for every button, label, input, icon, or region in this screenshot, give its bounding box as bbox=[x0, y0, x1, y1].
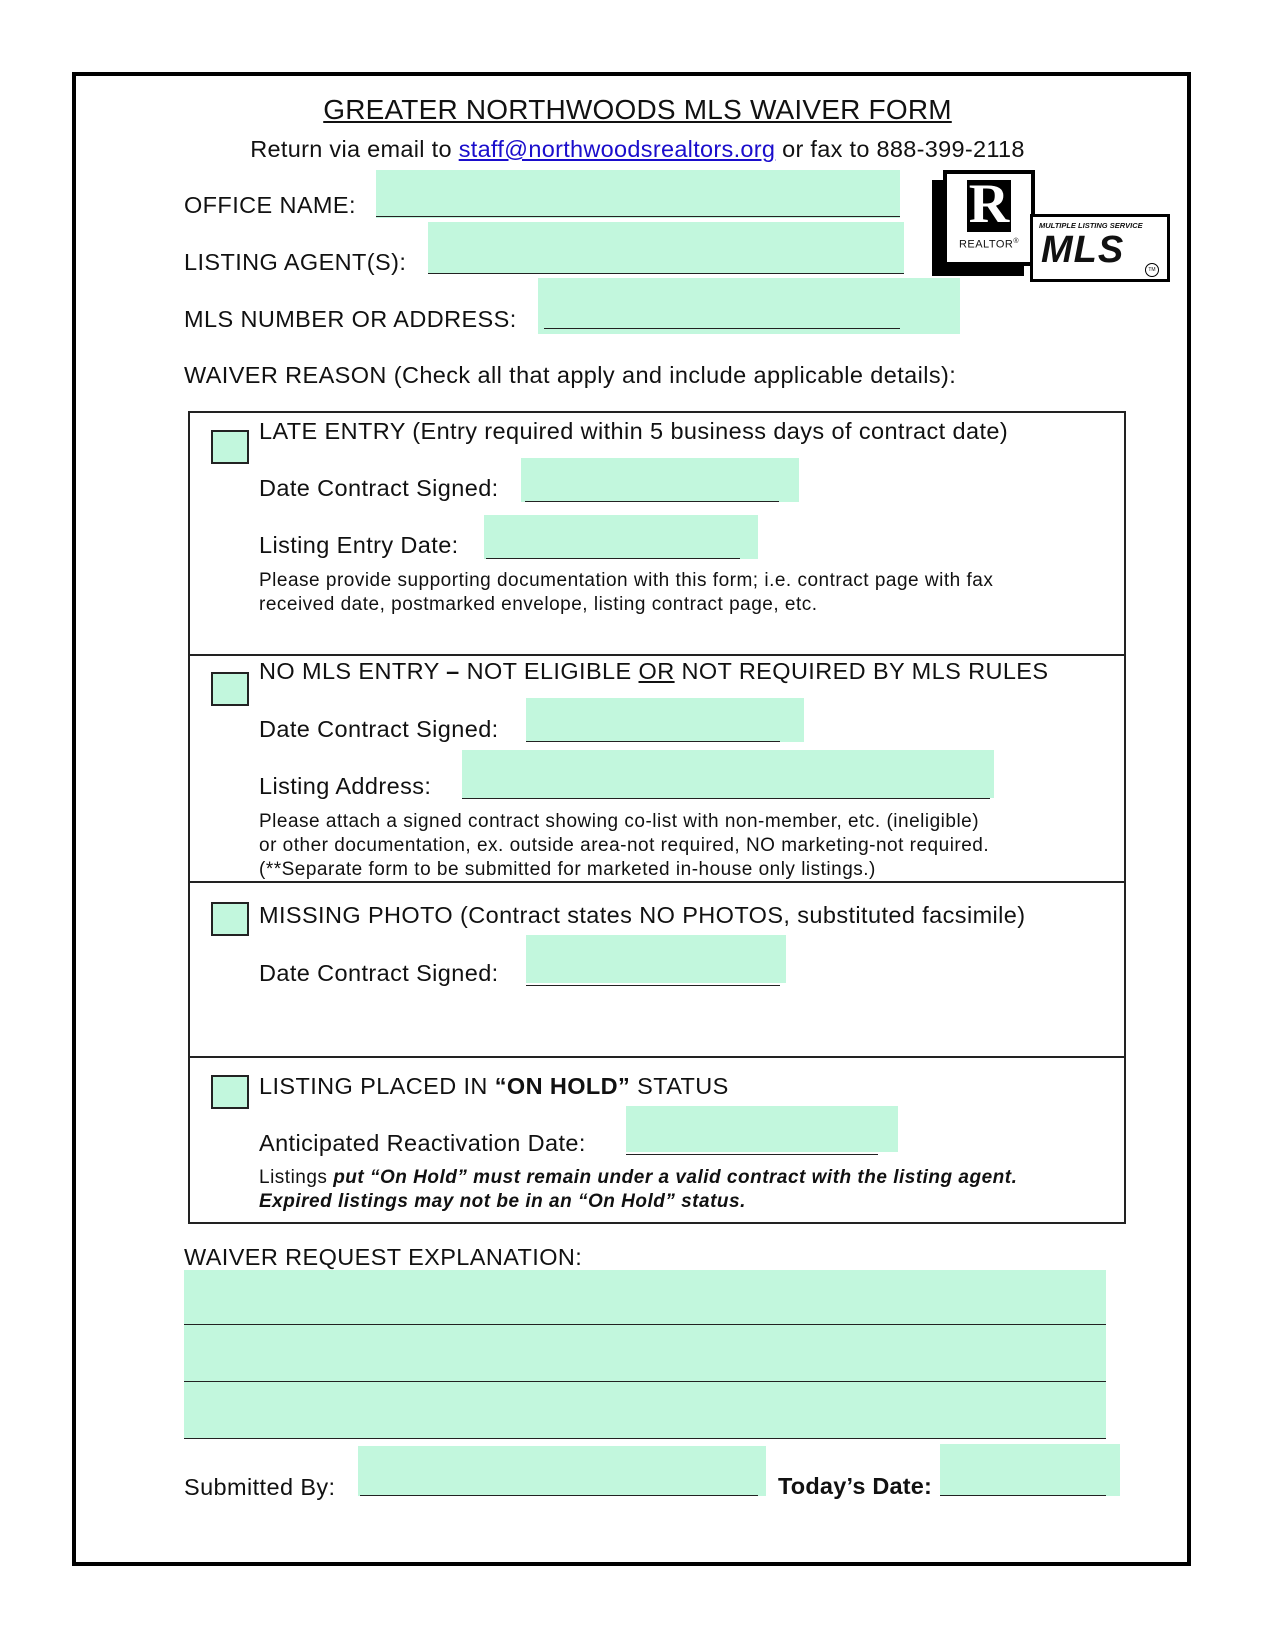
r-letter: R bbox=[968, 173, 1010, 235]
explanation-line-1 bbox=[184, 1324, 1106, 1325]
late-entry-date-underline bbox=[525, 501, 779, 502]
reactivation-date-label: Anticipated Reactivation Date: bbox=[259, 1130, 586, 1156]
late-entry-date-field[interactable] bbox=[521, 458, 799, 502]
mls-number-label: MLS NUMBER OR ADDRESS: bbox=[184, 306, 517, 332]
realtor-r-block bbox=[943, 170, 1035, 266]
missing-photo-date-underline bbox=[526, 985, 780, 986]
no-mls-heading: NO MLS ENTRY – NOT ELIGIBLE OR NOT REQUIRED BY MLS RULES bbox=[259, 658, 1049, 684]
return-prefix: Return via email to bbox=[250, 136, 459, 162]
listing-agents-underline bbox=[428, 273, 904, 274]
todays-date-underline bbox=[940, 1495, 1106, 1496]
submitted-by-underline bbox=[360, 1495, 758, 1496]
on-hold-heading: LISTING PLACED IN “ON HOLD” STATUS bbox=[259, 1073, 729, 1099]
todays-date-label: Today’s Date: bbox=[778, 1473, 933, 1499]
tm-mark: TM bbox=[1145, 263, 1159, 277]
missing-photo-date-field[interactable] bbox=[526, 935, 786, 983]
mls-number-field[interactable] bbox=[538, 278, 960, 334]
office-name-field[interactable] bbox=[376, 170, 900, 218]
listing-agents-label: LISTING AGENT(S): bbox=[184, 249, 407, 275]
on-hold-checkbox[interactable] bbox=[211, 1075, 249, 1109]
listing-entry-date-field[interactable] bbox=[484, 515, 758, 559]
mls-caption: MULTIPLE LISTING SERVICE bbox=[1039, 221, 1143, 230]
return-suffix: or fax to 888-399-2118 bbox=[775, 136, 1025, 162]
no-mls-date-underline bbox=[526, 741, 780, 742]
explanation-field[interactable] bbox=[184, 1270, 1106, 1438]
office-name-label: OFFICE NAME: bbox=[184, 192, 356, 218]
reactivation-date-field[interactable] bbox=[626, 1106, 898, 1152]
submitted-by-label: Submitted By: bbox=[184, 1474, 336, 1500]
todays-date-field[interactable] bbox=[940, 1444, 1120, 1496]
late-entry-heading: LATE ENTRY (Entry required within 5 business days of contract date) bbox=[259, 418, 1009, 444]
late-entry-date-label: Date Contract Signed: bbox=[259, 475, 499, 501]
waiver-reason-label: WAIVER REASON (Check all that apply and include applicable details): bbox=[184, 362, 957, 388]
mls-number-underline bbox=[544, 328, 900, 329]
listing-entry-date-underline bbox=[486, 558, 740, 559]
return-instructions bbox=[0, 136, 1275, 163]
late-entry-checkbox[interactable] bbox=[211, 430, 249, 464]
no-mls-date-field[interactable] bbox=[526, 698, 804, 742]
missing-photo-checkbox[interactable] bbox=[211, 902, 249, 936]
submitted-by-field[interactable] bbox=[358, 1446, 766, 1496]
listing-entry-date-label: Listing Entry Date: bbox=[259, 532, 459, 558]
mls-text: MLS bbox=[1041, 229, 1125, 271]
missing-photo-heading: MISSING PHOTO (Contract states NO PHOTOS, substituted facsimile) bbox=[259, 902, 1026, 928]
late-entry-note: Please provide supporting documentation with this form; i.e. contract page with fax received date, postmarked envelope, listing contract page, etc. bbox=[259, 570, 994, 615]
no-mls-date-label: Date Contract Signed: bbox=[259, 716, 499, 742]
mls-logo bbox=[1030, 214, 1170, 282]
reactivation-date-underline bbox=[626, 1154, 878, 1155]
realtor-text: REALTOR® bbox=[958, 238, 1020, 251]
no-mls-checkbox[interactable] bbox=[211, 672, 249, 706]
explanation-line-2 bbox=[184, 1381, 1106, 1382]
listing-agents-field[interactable] bbox=[428, 222, 904, 274]
explanation-label: WAIVER REQUEST EXPLANATION: bbox=[184, 1244, 583, 1270]
office-name-underline bbox=[376, 216, 900, 217]
listing-address-field[interactable] bbox=[462, 750, 994, 798]
explanation-line-3 bbox=[184, 1438, 1106, 1439]
listing-address-label: Listing Address: bbox=[259, 773, 432, 799]
no-mls-note: Please attach a signed contract showing co-list with non-member, etc. (ineligible) or other documentation, ex. outside area-not required, NO marketing-not required. (**Separate form to be submitted for marketed in-house only listings.) bbox=[259, 811, 990, 880]
on-hold-note: Listings put “On Hold” must remain under a valid contract with the listing agent. Expired listings may not be in an “On Hold” status. bbox=[259, 1167, 1018, 1212]
form-title: GREATER NORTHWOODS MLS WAIVER FORM bbox=[323, 94, 952, 125]
missing-photo-date-label: Date Contract Signed: bbox=[259, 960, 499, 986]
email-link[interactable]: staff@northwoodsrealtors.org bbox=[458, 136, 776, 162]
listing-address-underline bbox=[462, 798, 990, 799]
